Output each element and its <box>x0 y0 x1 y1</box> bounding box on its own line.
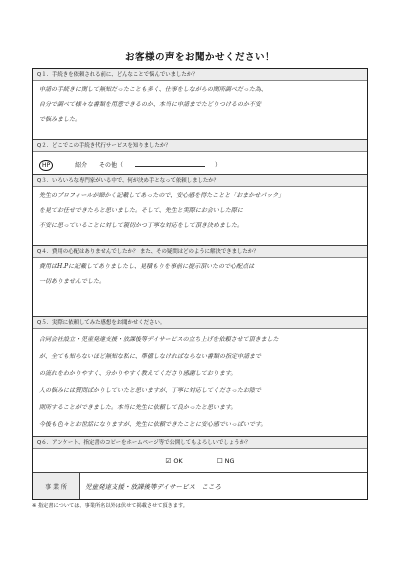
option-hp-circled: HP <box>39 160 53 171</box>
ng-checkbox[interactable]: ☐ NG <box>216 457 235 465</box>
office-label: 事 業 所 <box>33 473 80 499</box>
question-2-label: Q２．どこでこの手続き代行サービスを知りましたか？ <box>33 140 367 152</box>
question-6-options <box>33 457 367 465</box>
option-other <box>99 162 231 169</box>
answer-line: 人の悩みには質問ばかりしていたと思いますが、丁寧に対応してくださったお陰で <box>39 387 262 394</box>
question-3-section <box>33 175 367 246</box>
option-other-close: ） <box>215 162 222 169</box>
question-1-answer <box>39 82 363 127</box>
answer-line: 自分で調べて様々な書類を用意できるのか、本当に申請までたどりつけるのか不安 <box>39 101 262 108</box>
answer-line: で悩みました。 <box>39 116 82 123</box>
answer-line: 開所することができました。本当に先生に依頼して良かったと思います。 <box>39 404 237 411</box>
page-title: お客様の声をお聞かせください！ <box>124 52 275 63</box>
question-2-options <box>39 159 241 171</box>
answer-line: 費用はH.Pに記載してありましたし、見積もりを事前に提示頂いたので心配点は <box>39 263 255 270</box>
question-6-section <box>33 437 367 473</box>
question-3-answer <box>39 188 363 233</box>
answer-line: 申請の手続きに関して無知だったことも多く、仕事をしながらの関所調べだった為、 <box>39 86 267 93</box>
answer-line: 不安に思っていることに対して親切かつ丁寧な対応をして頂き決めました。 <box>39 222 244 229</box>
question-1-label: Q１．手続きを依頼される前に、どんなことで悩んでいましたか？ <box>33 69 367 81</box>
option-other-label: その他（ <box>99 162 124 169</box>
answer-line: 合同会社設立・児童発達支援・放課後等デイサービスの立ち上げを依頼させて頂きました <box>39 336 279 343</box>
office-section <box>33 473 367 499</box>
question-1-section <box>33 69 367 140</box>
answer-line: 一切ありませんでした。 <box>39 278 106 285</box>
footnote: ※ 指定書については、事業所名以外は伏せて掲載させて頂きます。 <box>32 503 188 509</box>
survey-form <box>32 68 368 500</box>
question-4-section <box>33 246 367 317</box>
option-referral: 紹介 <box>75 162 88 169</box>
question-5-label: Q５．実際に依頼してみた感想をお聞かせください。 <box>33 317 367 329</box>
office-name: 児童発達支援・放課後等デイサービス こころ <box>85 482 222 491</box>
question-5-section <box>33 317 367 437</box>
answer-line: を見てお任せできたらと思いました。そして、先生と実際にお会いした際に <box>39 207 243 214</box>
question-4-answer <box>39 259 363 289</box>
option-other-blank <box>135 159 205 167</box>
answer-line: 先生のプロフィールが細かく記載してあったので、安心感を得たことと「おまかせパック」 <box>39 192 285 199</box>
answer-line: 今後も色々とお世話になりますが、先生に依頼できたことに安心感でいっぱいです。 <box>39 421 267 428</box>
answer-line: が、全ても知らないほど無知な私に、準備しなければならない書類の指定申請まで <box>39 353 262 360</box>
question-6-label: Q６．アンケート、指定書のコピーをホームページ等で公開してもよろしいでしょうか？ <box>33 437 367 449</box>
question-4-label: Q４．費用の心配はありませんでしたか？ また、その疑問はどのように解決できましたか？ <box>33 246 367 258</box>
question-3-label: Q３．いろいろな専門家がいる中で、何が決め手となって依頼しましたか？ <box>33 175 367 187</box>
question-2-section <box>33 140 367 175</box>
answer-line: の流れをわかりやすく、分かりやすく教えてくださり感謝しております。 <box>39 370 237 377</box>
ok-checkbox[interactable]: ☑ OK <box>165 457 183 465</box>
question-5-answer <box>39 331 363 433</box>
